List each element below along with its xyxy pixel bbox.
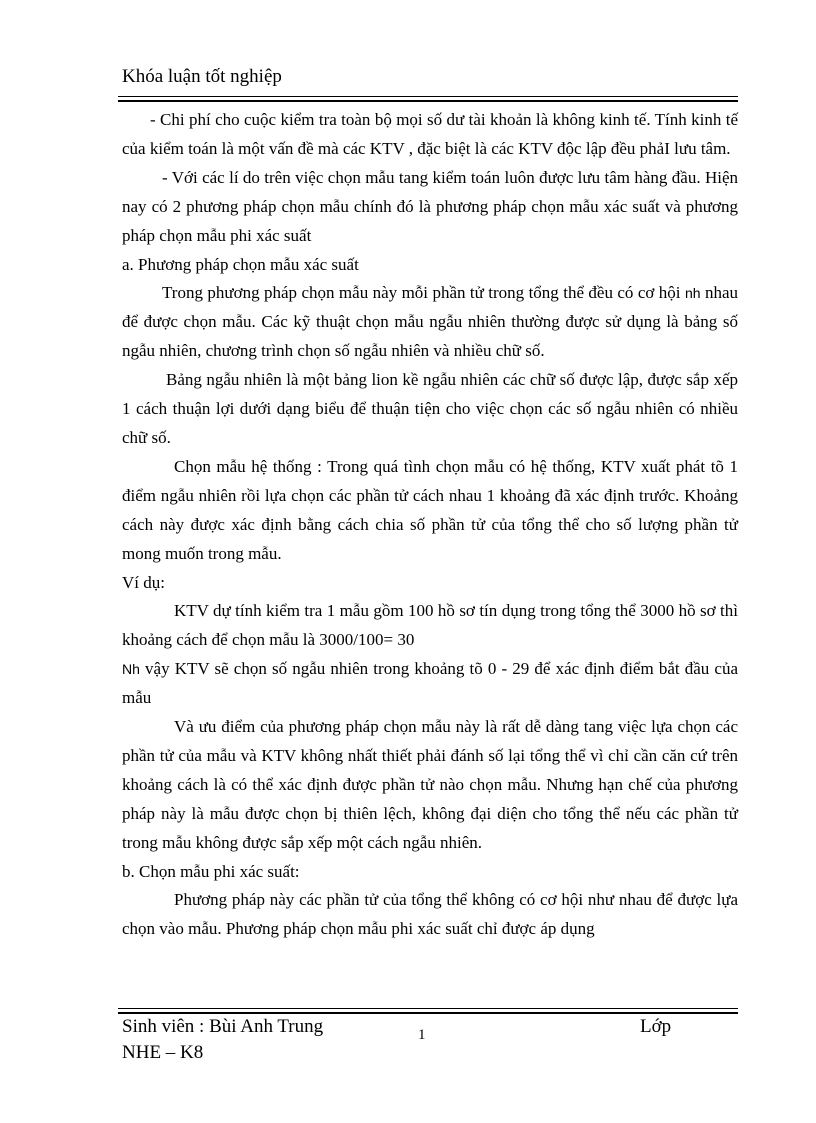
- paragraph-probability-nh: nh: [684, 285, 701, 302]
- paragraph-example-continued: [122, 655, 738, 713]
- paragraph-example-end: vậy KTV sẽ chọn số ngẫu nhiên trong khoảng tõ 0 - 29 để xác định điểm bắt đầu của mẫu: [122, 659, 738, 708]
- example-label: Ví dụ:: [122, 572, 165, 592]
- paragraph-cost: - Chi phí cho cuộc kiểm tra toàn bộ mọi số dư tài khoản là không kinh tế. Tính kinh tế của kiểm toán là một vấn đề mà các KTV , đặc biệt là các KTV độc lập đều phảI lưu tâm.: [122, 110, 738, 158]
- paragraph-reasons: - Với các lí do trên việc chọn mẫu tang kiểm toán luôn được lưu tâm hàng đầu. Hiện nay có 2 phương pháp chọn mẫu chính đó là phương pháp chọn mẫu xác suất và phương pháp chọn mẫu phi xác suất: [122, 167, 738, 245]
- heading-non-probability-sampling: b. Chọn mẫu phi xác suất:: [122, 861, 300, 881]
- header-rule-thick: [118, 100, 738, 102]
- paragraph-systematic: Chọn mẫu hệ thống : Trong quá tình chọn mẫu có hệ thống, KTV xuất phát tõ 1 điểm ngẫu nhiên rồi lựa chọn các phần tử cách nhau 1 khoảng đã xác định trước. Khoảng cách này được xác định bằng cách chia số phần tử của tổng thể cho số lượng phần tử mong muốn trong mẫu.: [122, 456, 738, 563]
- footer-rule-thick: [118, 1012, 738, 1014]
- paragraph-probability-end: nhau để được chọn mẫu. Các kỹ thuật chọn mẫu ngẫu nhiên thường được sử dụng là bảng số ngẫu nhiên, chương trình chọn số ngẫu nhiên và nhiều chữ số.: [122, 283, 738, 361]
- paragraph-random-table: Bảng ngẫu nhiên là một bảng lion kề ngẫu nhiên các chữ số được lập, được sắp xếp 1 cách thuận lợi dưới dạng biểu để thuận tiện cho việc chọn các số ngẫu nhiên có nhiều chữ số.: [122, 370, 738, 447]
- footer-rule-thin: [118, 1008, 738, 1009]
- footer-class-code: NHE – K8: [122, 1042, 204, 1063]
- footer-class-label: Lớp: [640, 1016, 672, 1037]
- paragraph-advantages: Và ưu điểm của phương pháp chọn mẫu này là rất dễ dàng tang việc lựa chọn các phần tử của mẫu và KTV không nhất thiết phải đánh số lại tổng thể vì chỉ cần căn cứ trên khoảng cách là có thể xác định được phần tử nào chọn mẫu. Nhưng hạn chế của phương pháp này là mẫu được chọn bị thiên lệch, không đại diện cho tổng thể nếu các phần tử trong mẫu không được sắp xếp một cách ngẫu nhiên.: [122, 717, 738, 852]
- header-rule-thin: [118, 96, 738, 97]
- footer-student: Sinh viên : Bùi Anh Trung: [122, 1016, 324, 1037]
- paragraph-example: KTV dự tính kiểm tra 1 mẫu gồm 100 hồ sơ tín dụng trong tổng thể 3000 hồ sơ thì khoảng cách để chọn mẫu là 3000/100= 30: [122, 601, 738, 650]
- paragraph-non-probability: Phương pháp này các phần tử của tổng thể không có cơ hội như nhau để được lựa chọn vào mẫu. Phương pháp chọn mẫu phi xác suất chỉ được áp dụng: [122, 890, 738, 939]
- body-text: [122, 106, 738, 944]
- heading-probability-sampling: a. Phương pháp chọn mẫu xác suất: [122, 254, 359, 274]
- footer-page-number: 1: [418, 1027, 426, 1043]
- paragraph-example-nh: Nh: [122, 661, 140, 678]
- header-title: Khóa luận tốt nghiệp: [122, 66, 282, 87]
- paragraph-probability: [122, 279, 738, 366]
- paragraph-probability-start: Trong phương pháp chọn mẫu này mỗi phần tử trong tổng thể đều có cơ hội: [162, 283, 681, 303]
